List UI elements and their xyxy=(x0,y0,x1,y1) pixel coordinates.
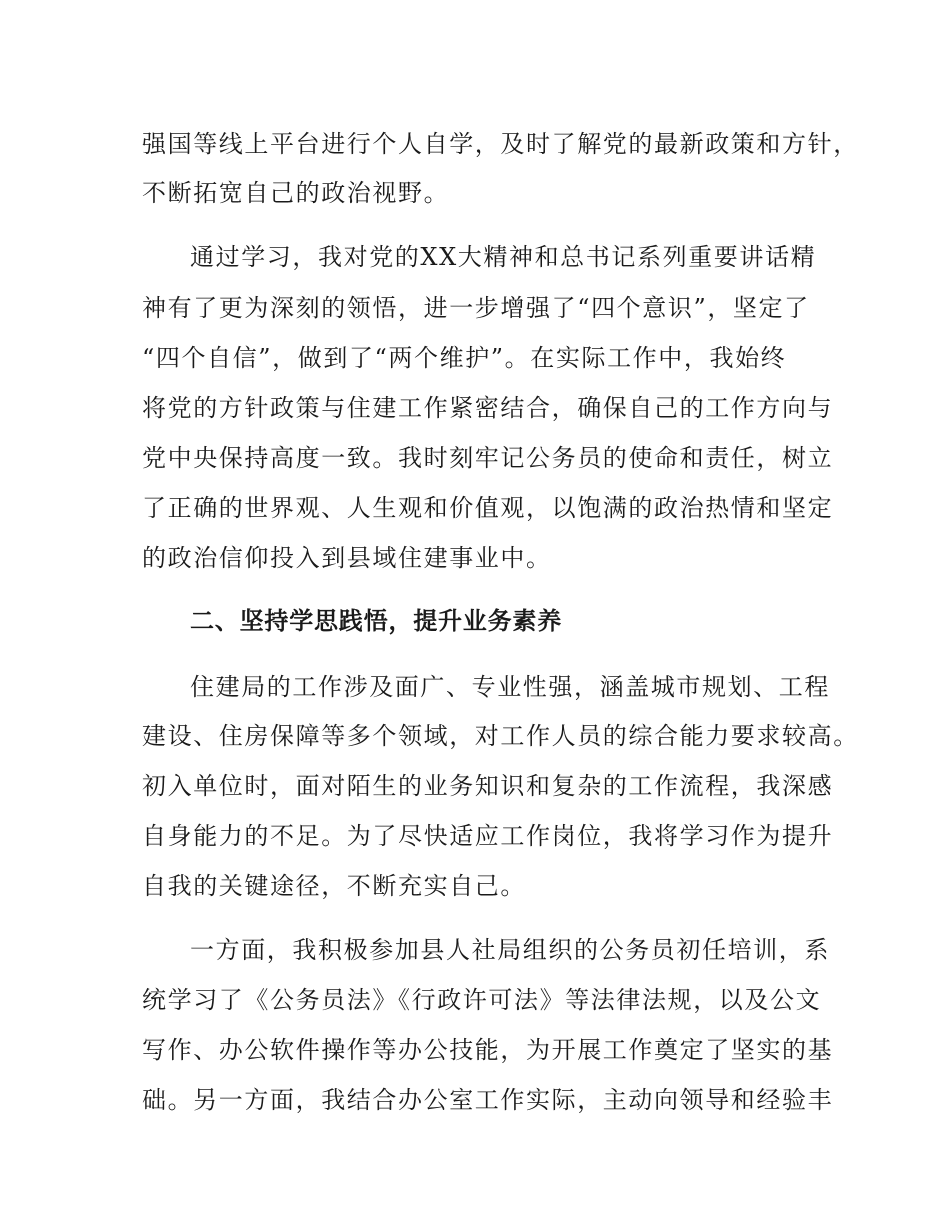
paragraph-line: 统学习了《公务员法》《行政许可法》等法律法规，以及公文 xyxy=(142,986,822,1014)
paragraph-line: 神有了更为深刻的领悟，进一步增强了“四个意识”，坚定了 xyxy=(142,294,810,322)
paragraph-line: 建设、住房保障等多个领域，对工作人员的综合能力要求较高。 xyxy=(142,722,859,750)
paragraph-line: 通过学习，我对党的XX大精神和总书记系列重要讲话精 xyxy=(190,243,817,271)
paragraph-line: 的政治信仰投入到县域住建事业中。 xyxy=(142,544,552,572)
paragraph-line: 了正确的世界观、人生观和价值观，以饱满的政治热情和坚定 xyxy=(142,494,834,522)
paragraph-line: 初入单位时，面对陌生的业务知识和复杂的工作流程，我深感 xyxy=(142,772,834,800)
paragraph-line: 不断拓宽自己的政治视野。 xyxy=(142,179,450,207)
paragraph-line: 将党的方针政策与住建工作紧密结合，确保自己的工作方向与 xyxy=(142,394,834,422)
paragraph-line: 础。另一方面，我结合办公室工作实际，主动向领导和经验丰 xyxy=(142,1086,834,1114)
paragraph-line: 自身能力的不足。为了尽快适应工作岗位，我将学习作为提升 xyxy=(142,822,834,850)
section-heading: 二、坚持学思践悟，提升业务素养 xyxy=(190,607,562,635)
paragraph-line: 自我的关键途径，不断充实自己。 xyxy=(142,872,526,900)
paragraph-line: “四个自信”，做到了“两个维护”。在实际工作中，我始终 xyxy=(142,344,787,372)
paragraph-line: 强国等线上平台进行个人自学，及时了解党的最新政策和方针， xyxy=(142,130,859,158)
paragraph-line: 党中央保持高度一致。我时刻牢记公务员的使命和责任，树立 xyxy=(142,444,834,472)
paragraph-line: 写作、办公软件操作等办公技能，为开展工作奠定了坚实的基 xyxy=(142,1036,834,1064)
paragraph-line: 住建局的工作涉及面广、专业性强，涵盖城市规划、工程 xyxy=(190,673,830,701)
paragraph-line: 一方面，我积极参加县人社局组织的公务员初任培训，系 xyxy=(190,936,830,964)
